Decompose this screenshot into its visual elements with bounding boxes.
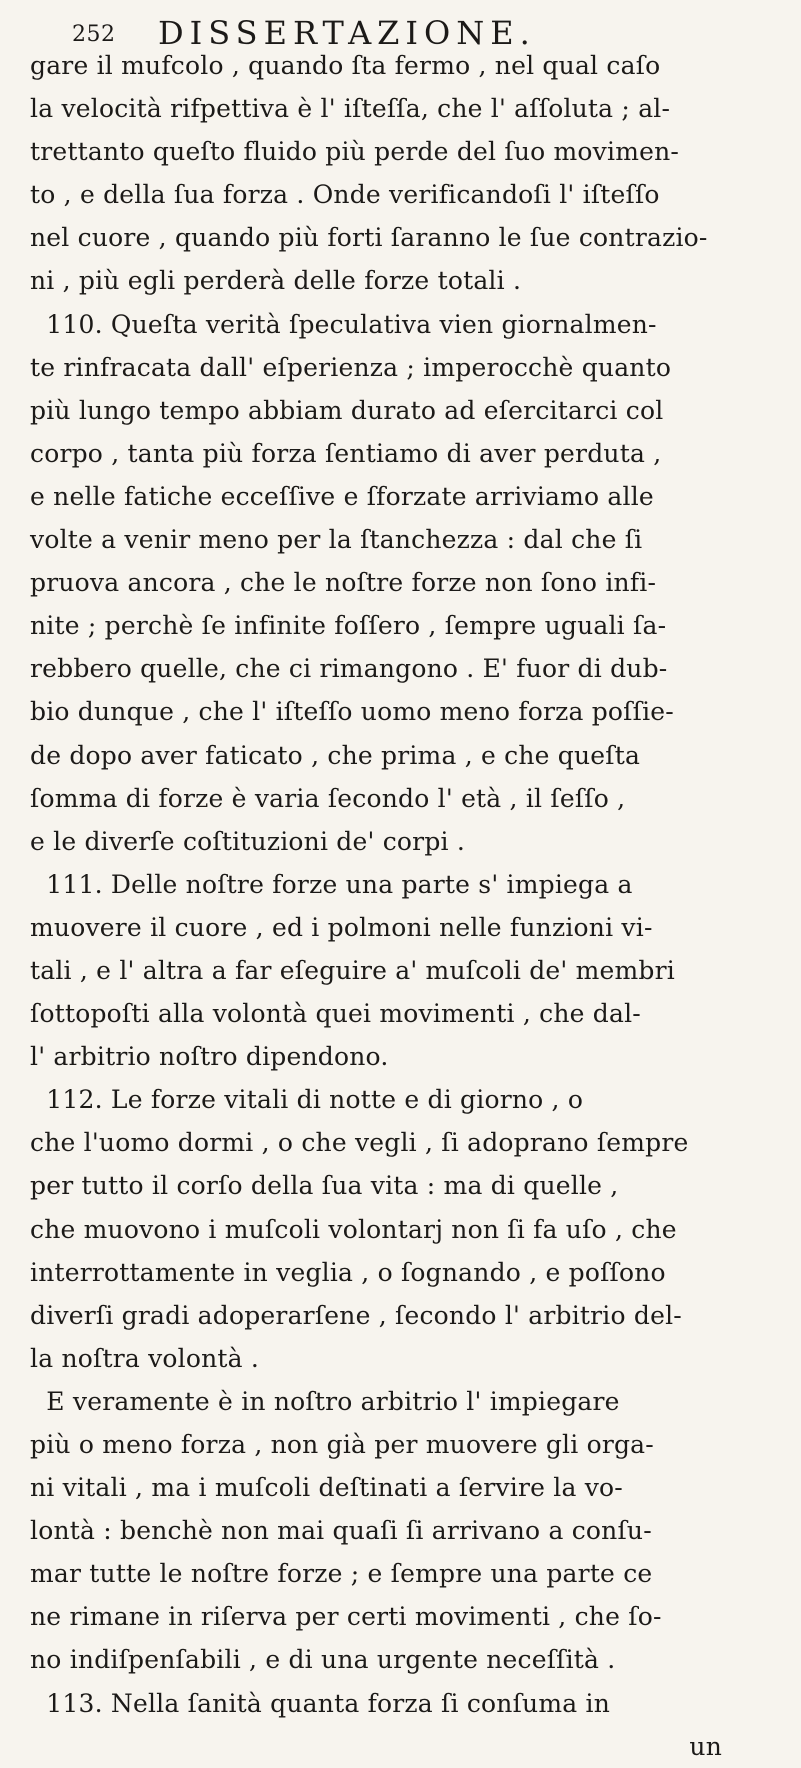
catchword: un: [689, 1731, 722, 1761]
text-line: tali , e l' altra a far eſeguire a' muſcoli de' membri: [30, 955, 675, 985]
body-text: [30, 44, 782, 1768]
text-line: più o meno forza , non già per muovere gli orga-: [30, 1430, 654, 1459]
text-line: ſomma di forze è varia ſecondo l' età , il ſeſſo ,: [30, 783, 626, 813]
text-line: bio dunque , che l' iſteſſo uomo meno forza poſſie-: [30, 697, 674, 727]
text-line: nite ; perchè ſe infinite foſſero , ſempre uguali ſa-: [30, 611, 667, 641]
page-number: 252: [72, 22, 116, 47]
text-line: lontà : benchè non mai quaſi ſi arrivano a conſu-: [30, 1516, 652, 1546]
text-line: diverſi gradi adoperarſene , ſecondo l' arbitrio del-: [30, 1300, 682, 1330]
text-line: volte a venir meno per la ſtanchezza : dal che ſi: [30, 525, 643, 555]
page-header: [30, 14, 771, 52]
paragraph-112-start: 112. Le forze vitali di notte e di giorno , o: [30, 1085, 584, 1115]
text-line: la noſtra volontà .: [30, 1343, 260, 1373]
text-line: la velocità rifpettiva è l' iſteſſa, che l' aſſoluta ; al-: [30, 94, 671, 124]
text-line: che muovono i muſcoli volontarj non ſi fa uſo , che: [30, 1214, 677, 1244]
text-line: nel cuore , quando più forti ſaranno le ſue contrazio-: [30, 223, 708, 253]
text-line: corpo , tanta più forza ſentiamo di aver perduta ,: [30, 438, 662, 468]
text-line: ni vitali , ma i muſcoli deſtinati a ſervire la vo-: [30, 1473, 623, 1503]
paragraph-113-start: 113. Nella ſanità quanta forza ſi conſuma in: [30, 1688, 611, 1718]
text-line: ne rimane in riſerva per certi movimenti , che ſo-: [30, 1602, 662, 1632]
text-line: che l'uomo dormi , o che vegli , ſi adoprano ſempre: [30, 1128, 689, 1158]
text-line: muovere il cuore , ed i polmoni nelle funzioni vi-: [30, 912, 653, 942]
paragraph-continuation-start: E veramente è in noſtro arbitrio l' impiegare: [30, 1386, 620, 1416]
text-line: rebbero quelle, che ci rimangono . E' fuor di dub-: [30, 654, 668, 684]
text-line: gare il mufcolo , quando ſta fermo , nel qual caſo: [30, 51, 661, 80]
text-line: pruova ancora , che le noſtre forze non ſono infi-: [30, 568, 657, 598]
text-line: ni , più egli perderà delle forze totali .: [30, 266, 522, 296]
running-title: DISSERTAZIONE.: [158, 14, 536, 52]
text-line: te rinfracata dall' eſperienza ; imperocchè quanto: [30, 352, 672, 382]
text-line: to , e della ſua forza . Onde verificandoſi l' iſteſſo: [30, 180, 660, 210]
text-line: trettanto queſto fluido più perde del ſuo movimen-: [30, 137, 680, 167]
text-line: l' arbitrio noſtro dipendono.: [30, 1042, 389, 1072]
text-line: interrottamente in veglia , o ſognando , e poſſono: [30, 1257, 666, 1287]
text-line: mar tutte le noſtre forze ; e ſempre una parte ce: [30, 1559, 653, 1589]
paragraph-111-start: 111. Delle noſtre forze una parte s' impiega a: [30, 869, 633, 899]
text-line: no indiſpenſabili , e di una urgente neceſſità .: [30, 1645, 616, 1675]
text-line: e nelle fatiche ecceſſive e ſforzate arriviamo alle: [30, 481, 654, 511]
text-line: e le diverſe coſtituzioni de' corpi .: [30, 826, 466, 856]
paragraph-110-start: 110. Queſta verità ſpeculativa vien giornalmen-: [30, 309, 657, 339]
text-line: ſottopoſti alla volontà quei movimenti , che dal-: [30, 999, 641, 1029]
text-line: più lungo tempo abbiam durato ad eſercitarci col: [30, 395, 664, 425]
text-line: de dopo aver faticato , che prima , e che queſta: [30, 740, 641, 770]
text-line: per tutto il corſo della ſua vita : ma di quelle ,: [30, 1171, 619, 1201]
